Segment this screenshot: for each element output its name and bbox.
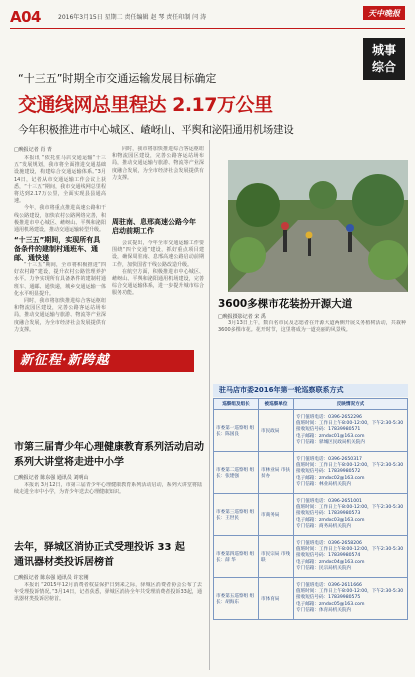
table-row: [214, 410, 408, 452]
contact-line: 专门信箱：商务局机关院内: [296, 523, 352, 529]
lead-subheading-1: “十三五”期间，实现所有具备条件的建制村通班车、通邮、通快递: [14, 236, 101, 262]
contact-line: 接收短信号码：17839980574: [296, 553, 361, 559]
column-header: 巡察组及组长: [214, 399, 259, 410]
contact-line: 专门值班电话：0396-2652296: [296, 414, 362, 420]
contact-line: 专门信箱：体育局机关院内: [296, 607, 352, 613]
contact-table: [213, 398, 408, 620]
group-cell: 市委第一巡察组 组长：陈国良: [214, 410, 259, 452]
story2-headline-line: 系列大讲堂将走进中小学: [14, 457, 124, 468]
contact-cell: [294, 536, 408, 578]
news-photo: [228, 160, 408, 292]
contact-line: 值班时间：工作日上午8:00-12:00，下午2:30-5:30: [296, 505, 404, 511]
contact-line: 接收短信号码：17839980575: [296, 595, 361, 601]
contact-line: 值班时间：工作日上午8:00-12:00，下午2:30-5:30: [296, 547, 404, 553]
table-row: [214, 578, 408, 620]
story2-paragraph: 本报讯 3月12日，市第三届青少年心理健康教育系列活动启动，系列大讲堂将陆续走进全市中小学，为青少年送去心理健康知识。: [14, 482, 202, 496]
contact-line: 电子邮箱：zmdxc01@163.com: [296, 433, 365, 439]
table-row: [214, 452, 408, 494]
column-divider: [209, 140, 210, 670]
unit-cell: 市民政局: [259, 410, 294, 452]
header-info-line: 2016年3月15日 星期二 责任编辑 赵 琴 责任印制 闫 涛: [58, 14, 207, 21]
contact-line: 值班时间：工作日上午8:00-12:00，下午2:30-5:30: [296, 421, 404, 427]
table-header-row: [214, 399, 408, 410]
contact-line: 接收短信号码：17839980571: [296, 427, 361, 433]
contact-line: 电子邮箱：zmdxc04@163.com: [296, 559, 365, 565]
table-row: [214, 536, 408, 578]
lead-byline: □晚报记者 肖 青: [14, 147, 52, 153]
series-banner: [14, 350, 194, 372]
column-header: 被巡察单位: [259, 399, 294, 410]
contact-cell: [294, 578, 408, 620]
unit-cell: 市体育局: [259, 578, 294, 620]
lead-body-col1: [14, 155, 106, 233]
photo-story-body: [218, 320, 406, 362]
lead-headline: 交通线网总里程达 2.17万公里: [18, 94, 273, 116]
contact-line: 专门值班电话：0396-2611666: [296, 582, 362, 588]
table-row: [214, 494, 408, 536]
section-label: [363, 38, 405, 80]
page-number: A04: [10, 8, 41, 26]
story2-byline: □晚报记者 陈东强 通讯员 刘明山: [14, 475, 89, 481]
lead-paragraph: 同时，我市将加快推进综合客运枢纽和物流园区建设，完善公路客运站场布局，推动交通运输与旅游、物流等产业深度融合发展，为全市经济社会发展提供有力支撑。: [112, 146, 204, 181]
contact-line: 专门值班电话：0396-2650317: [296, 456, 362, 462]
lead-body-col1b: [14, 262, 106, 342]
lead-subheading-2: 周驻南、息邢高速公路今年启动前期工作: [112, 218, 196, 235]
group-cell: 市委第五巡察组 组长：胡海东: [214, 578, 259, 620]
lead-body-col2: [112, 146, 204, 214]
contact-line: 专门信箱：林业局机关院内: [296, 481, 352, 487]
contact-cell: [294, 410, 408, 452]
contact-line: 专门信箱：驿城区民政局机关院内: [296, 439, 365, 445]
lead-body-col2b: [112, 240, 204, 342]
contact-line: 电子邮箱：zmdxc05@163.com: [296, 601, 365, 607]
contact-line: 值班时间：工作日上午8:00-12:00，下午2:30-5:30: [296, 463, 404, 469]
contact-line: 专门信箱：民宗局机关院内: [296, 565, 352, 571]
lead-paragraph: 在航空方面，积极推进市中心城区、嵖岈山、平舆和泌阳通用机场建设，完善综合交通运输体系，进一步提升城市综合服务功能。: [112, 268, 204, 297]
story3-body: [14, 582, 202, 670]
contact-line: 专门值班电话：0396-2658206: [296, 540, 362, 546]
lead-paragraph: “十三五”期间，全市将积极推进“四好农村路”建设，提升农村公路管理养护水平。力争实现所有具备条件的建制村通班车、通邮、通快递，城乡交通运输一体化水平明显提升。: [14, 262, 106, 297]
column-header: 反映情况方式: [294, 399, 408, 410]
contact-line: 接收短信号码：17839980572: [296, 469, 361, 475]
story3-paragraph: 本报讯 “2015年12月消费者权益保护日到来之际，驿城区消费者协会公布了去年受理投诉情况。”3月14日，记者获悉，驿城区消协全年共受理消费者投诉33起，通讯器材类投诉居榜首。: [14, 582, 202, 603]
unit-cell: 市商务局: [259, 494, 294, 536]
story3-headline: [14, 540, 185, 570]
contact-line: 值班时间：工作日上午8:00-12:00，下午2:30-5:30: [296, 589, 404, 595]
contact-line: 专门值班电话：0396-2651001: [296, 498, 362, 504]
lead-subhead: 今年积极推进市中心城区、嵖岈山、平舆和泌阳通用机场建设: [18, 124, 294, 136]
group-cell: 市委第四巡察组 组长：薛 华: [214, 536, 259, 578]
contact-cell: [294, 452, 408, 494]
group-cell: 市委第三巡察组 组长：王世民: [214, 494, 259, 536]
unit-cell: 市民宗局 市残联: [259, 536, 294, 578]
story3-headline-line: 通讯器材类投诉居榜首: [14, 557, 114, 568]
photo-story-headline: 3600多棵市花装扮开源大道: [218, 298, 353, 310]
story2-headline: [14, 440, 204, 470]
contact-table-title: 驻马店市委2016年第一轮巡察联系方式: [213, 384, 408, 397]
story3-byline: □晚报记者 陈东强 通讯员 许宏刚: [14, 575, 89, 581]
group-cell: 市委第二巡察组 组长：张建强: [214, 452, 259, 494]
section-label-line-2: 综合: [371, 60, 396, 74]
contact-cell: [294, 494, 408, 536]
story3-headline-line: 去年，驿城区消协正式受理投诉 33 起: [14, 542, 185, 553]
section-label-line-1: 城事: [371, 43, 396, 57]
lead-paragraph: 本报讯 “依托驻马店交通运输“十三五”发展规划，我市将全面推进交通基础设施建设，构建综合交通运输体系。”3月14日，记者从市交通运输工作会议上获悉，“十三五”期间，我市交通线网总里程将达到2.17万公里，全面实现县县通高速。: [14, 155, 106, 205]
page-header: [10, 8, 405, 29]
lead-paragraph: 同时，我市将加快推进综合客运枢纽和物流园区建设，完善公路客运站场布局，推动交通运输与旅游、物流等产业深度融合发展，为全市经济社会发展提供有力支撑。: [14, 298, 106, 333]
series-banner-text: 新征程·新跨越: [20, 353, 110, 368]
story2-body: [14, 482, 202, 534]
lead-paragraph: 会议提出，今年全市交通运输工作要围绕“四个交通”建设，抓好重点项目建设，确保周驻南、息邢高速公路启动前期工作，加快国省干线公路改造升级。: [112, 240, 204, 268]
story2-headline-line: 市第三届青少年心理健康教育系列活动启动: [14, 442, 204, 453]
contact-line: 电子邮箱：zmdxc02@163.com: [296, 475, 365, 481]
photo-story-byline: □晚报摄影记者 宋 禹: [218, 314, 266, 320]
photo-story-paragraph: 3月13日上午，数百名市民及志愿者在开源大道两侧开展义务植树活动，共栽种3600多棵市花。花开时节，这里将成为一道亮丽的风景线。: [218, 320, 406, 334]
contact-line: 电子邮箱：zmdxc03@163.com: [296, 517, 365, 523]
flower-trees-photo: [228, 160, 408, 292]
unit-cell: 市林业局 市扶贫办: [259, 452, 294, 494]
lead-paragraph: 今年，我市将重点推进高速公路和干线公路建设，加快农村公路网络完善，积极推进市中心城区、嵖岈山、平舆和泌阳通用机场建设，推动交通运输转型升级。: [14, 205, 106, 233]
lead-kicker: “十三五”时期全市交通运输发展目标确定: [18, 72, 217, 85]
newspaper-logo: 天中晚报: [363, 6, 405, 20]
contact-line: 接收短信号码：17839980573: [296, 511, 361, 517]
